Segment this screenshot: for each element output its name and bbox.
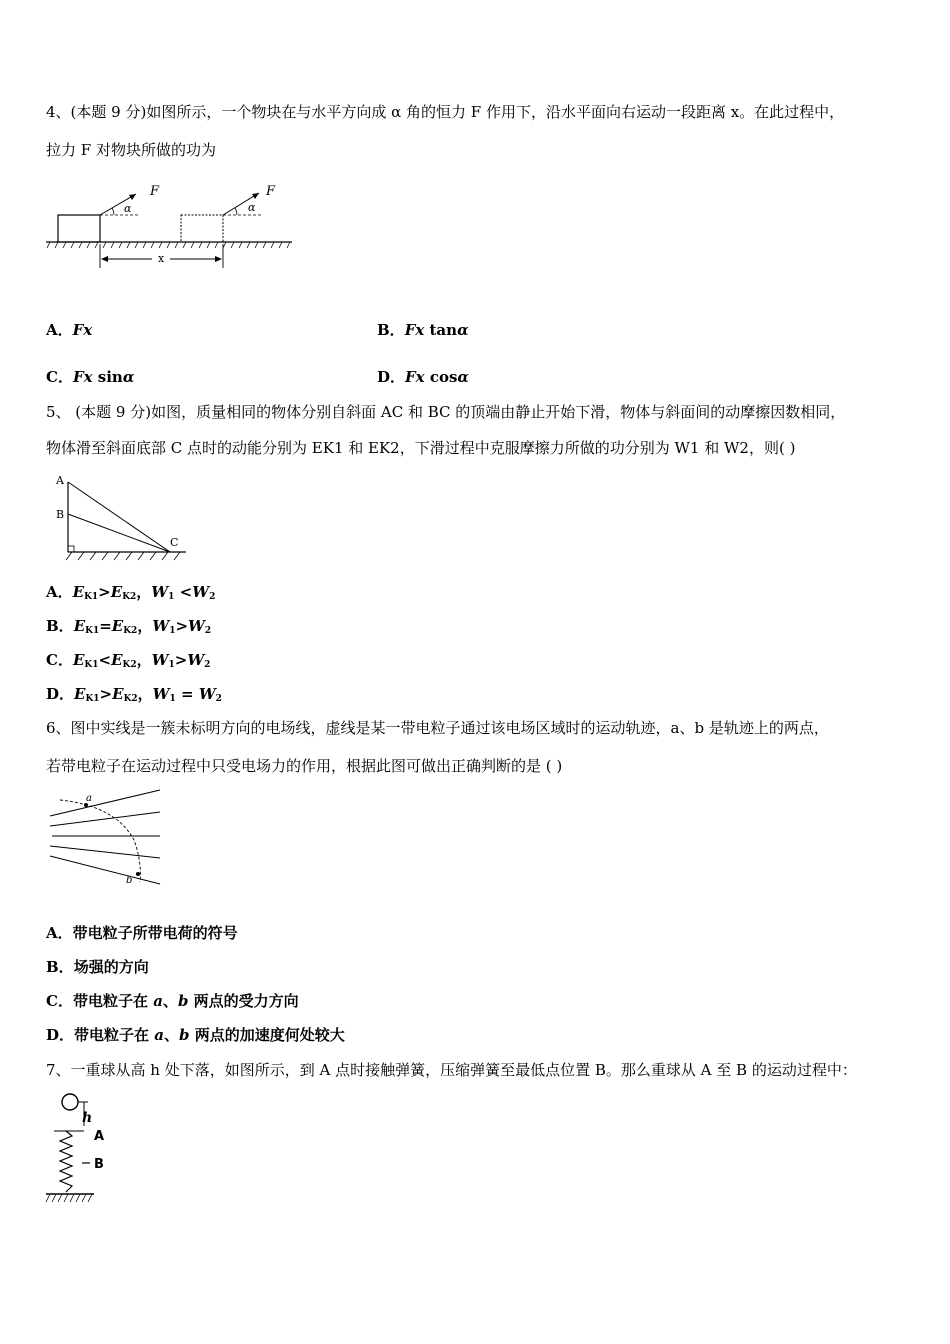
q5-label-a: A	[56, 474, 64, 487]
q6-label-b: b	[126, 875, 133, 886]
q6-option-d[interactable]: D．带电粒子在 a、b 两点的加速度何处较大	[46, 1026, 345, 1044]
q7-stem-line-1: 7、一重球从高 h 处下落，如图所示，到 A 点时接触弹簧，压缩弹簧至最低点位置 B。那么重球从 A 至 B 的运动过程中：	[46, 1061, 857, 1079]
q6-option-c[interactable]: C．带电粒子在 a、b 两点的受力方向	[46, 992, 299, 1010]
q6-option-b[interactable]: B．场强的方向	[46, 958, 149, 976]
svg-text:α: α	[124, 202, 132, 215]
q6-option-a[interactable]: A．带电粒子所带电荷的符号	[46, 924, 238, 942]
q4-stem-line-1: 4、(本题 9 分)如图所示，一个物块在与水平方向成 α 角的恒力 F 作用下，沿水平面向右运动一段距离 x。在此过程中，	[46, 103, 845, 121]
q5-figure	[52, 470, 192, 562]
q5-stem-line-2: 物体滑至斜面底部 C 点时的动能分别为 EK1 和 EK2，下滑过程中克服摩擦力所做的功分别为 W1 和 W2，则( )	[46, 439, 796, 457]
q5-label-c: C	[170, 536, 179, 549]
q4-figure	[44, 178, 294, 273]
svg-text:α: α	[248, 201, 256, 214]
q7-label-a: A	[94, 1129, 105, 1144]
svg-text:x: x	[158, 252, 165, 265]
q6-stem-line-1: 6、图中实线是一簇未标明方向的电场线，虚线是某一带电粒子通过该电场区域时的运动轨迹，a、b 是轨迹上的两点，	[46, 719, 829, 737]
svg-text:F: F	[150, 184, 160, 199]
svg-text:F: F	[266, 184, 276, 199]
q5-option-c[interactable]: C．$E_{K1}<E_{K2}$，$W_1>W_2$	[46, 651, 211, 670]
q7-label-b: B	[94, 1157, 104, 1172]
q6-stem-line-2: 若带电粒子在运动过程中只受电场力的作用，根据此图可做出正确判断的是 ( )	[46, 757, 563, 775]
q7-label-h: h	[82, 1110, 93, 1126]
q4-option-d[interactable]: D．Fx cosα	[377, 368, 469, 386]
q7-figure	[44, 1090, 114, 1208]
q6-label-a: a	[86, 793, 92, 804]
q5-stem-line-1: 5、 (本题 9 分)如图，质量相同的物体分别自斜面 AC 和 BC 的顶端由静止开始下滑，物体与斜面间的动摩擦因数相同，	[46, 403, 846, 421]
q4-stem-line-2: 拉力 F 对物块所做的功为	[46, 141, 216, 159]
q5-option-a[interactable]: A．$E_{K1}>E_{K2}$，$W_1 <W_2$	[46, 583, 216, 602]
q4-option-c[interactable]: C．Fx sinα	[46, 368, 135, 386]
q4-option-b[interactable]: B．Fx tanα	[377, 321, 469, 339]
q5-label-b: B	[56, 508, 65, 521]
q5-option-b[interactable]: B．$E_{K1}=E_{K2}$，$W_1>W_2$	[46, 617, 212, 636]
q4-option-a[interactable]: A．Fx	[46, 321, 93, 339]
q6-figure	[46, 786, 168, 890]
q5-option-d[interactable]: D．$E_{K1}>E_{K2}$，$W_1 = W_2$	[46, 685, 222, 704]
